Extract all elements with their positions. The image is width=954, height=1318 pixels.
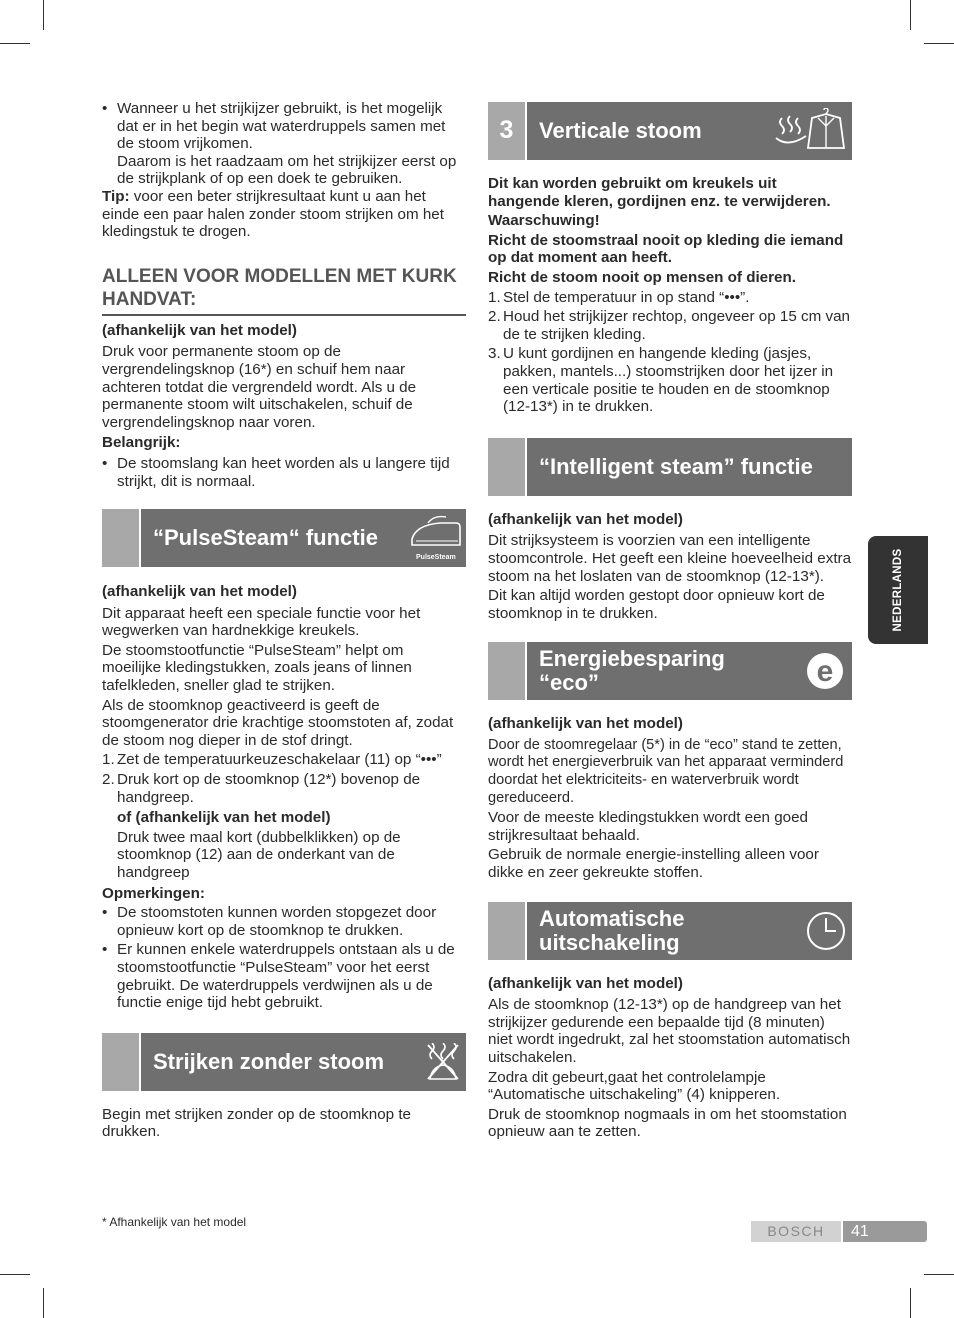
step-number: 3. <box>488 345 501 363</box>
auto-shutoff-p1: Als de stoomknop (12-13*) op de handgreep van het strijkijzer gedurende een bepaalde tijd (8 minuten) niet wordt ingedrukt, zal het stoomstation automatisch uitschakelen. <box>488 996 851 1066</box>
step-number: 1. <box>102 751 115 769</box>
page-number-box <box>843 1221 927 1242</box>
pulsesteam-icon-label: PulseSteam <box>416 554 456 562</box>
pulsesteam-title: “PulseSteam“ functie <box>153 525 378 551</box>
section-bar-body <box>527 902 852 960</box>
important-bullet: • De stoomslang kan heet worden als u langere tijd strijkt, dit is normaal. <box>102 455 466 490</box>
section-tab <box>488 902 525 960</box>
intro-continuation: Daarom is het raadzaam om het strijkijzer eerst op de strijkplank of op een doek te gebruiken. <box>117 152 457 188</box>
language-side-tab <box>868 536 928 644</box>
section-tab <box>488 642 525 700</box>
pulsesteam-p3: Als de stoomknop geactiveerd is geeft de stoomgenerator drie krachtige stoomstoten af, zodat de stoom nog dieper in de stof dringt. <box>102 696 454 749</box>
vertical-steam-garment-icon <box>772 108 846 154</box>
section-bar-body <box>527 102 852 160</box>
section-bar-body <box>527 438 852 496</box>
vertical-steam-bold-3: Richt de stoom nooit op mensen of dieren. <box>488 268 796 286</box>
tip-label: Tip: <box>102 187 130 205</box>
auto-shutoff-subheading: (afhankelijk van het model) <box>488 974 683 992</box>
vertical-steam-bold-2: Richt de stoomstraal nooit op kleding die iemand op dat moment aan heeft. <box>488 231 844 267</box>
tip-paragraph <box>102 188 466 241</box>
auto-shutoff-title-line-1: Automatische <box>539 905 685 931</box>
eco-title <box>539 647 725 695</box>
crop-mark <box>910 0 911 30</box>
no-steam-title: Strijken zonder stoom <box>153 1048 385 1074</box>
section-tab <box>488 438 525 496</box>
note-2: • Er kunnen enkele waterdruppels ontstaan als u de stoomstootfunctie “PulseSteam” voor het eerst gebruikt. De waterdruppels verdwijnen als u de functie enige tijd hebt gebruikt. <box>102 941 466 1011</box>
crop-mark <box>924 1274 954 1275</box>
eco-section-bar <box>488 642 852 700</box>
eco-p1: Door de stoomregelaar (5*) in de “eco” stand te zetten, wordt het energieverbruik van het apparaat verminderd doordat het elektriciteits- en waterverbruik wordt gereduceerd. <box>488 736 844 806</box>
step-text: Zet de temperatuurkeuzeschakelaar (11) op “•••” <box>117 751 442 769</box>
auto-shutoff-p2: Zodra dit gebeurt,gaat het controlelampje “Automatische uitschakeling” (4) knipperen. <box>488 1068 781 1104</box>
section-tab <box>102 509 139 567</box>
section-number: 3 <box>499 116 514 144</box>
pulsesteam-step-2-alt: Druk twee maal kort (dubbelklikken) op de stoomknop (12) aan de onderkant van de handgreep <box>117 828 401 881</box>
auto-shutoff-title-line-2: uitschakeling <box>539 929 680 955</box>
page-number: 41 <box>851 1223 869 1240</box>
section-tab <box>102 1033 139 1091</box>
eco-title-line-2: “eco” <box>539 670 599 696</box>
vertical-steam-step-1 <box>488 289 852 307</box>
warning-label: Waarschuwing! <box>488 212 600 230</box>
eco-p3: Gebruik de normale energie-instelling alleen voor dikke en zeer gekreukte stoffen. <box>488 846 819 882</box>
eco-p2: Voor de meeste kledingstukken wordt een goed strijkresultaat behaald. <box>488 809 808 844</box>
pulsesteam-step-2 <box>102 771 466 806</box>
eco-icon-letter: e <box>816 655 834 689</box>
step-text: Druk kort op de stoomknop (12*) bovenop de handgreep. <box>117 771 421 806</box>
pulsesteam-iron-icon <box>404 511 466 565</box>
clock-icon <box>806 911 846 951</box>
vertical-steam-bold-1: Dit kan worden gebruikt om kreukels uit hangende kleren, gordijnen enz. te verwijderen. <box>488 175 831 210</box>
step-text: Stel de temperatuur in op stand “•••”. <box>503 288 750 306</box>
vertical-steam-title: Verticale stoom <box>539 118 702 143</box>
section-bar-body <box>527 642 852 700</box>
left-column <box>102 100 466 1141</box>
auto-shutoff-p3: Druk de stoomknop nogmaals in om het stoomstation opnieuw aan te zetten. <box>488 1105 847 1141</box>
crop-mark <box>0 43 30 44</box>
vertical-steam-section-bar <box>488 102 852 160</box>
step-number: 2. <box>488 308 501 326</box>
cork-subheading: (afhankelijk van het model) <box>102 321 297 339</box>
pulsesteam-section-bar <box>102 509 466 567</box>
crop-mark <box>910 1288 911 1318</box>
vertical-steam-step-3 <box>488 345 852 415</box>
right-column <box>488 102 852 1141</box>
intelligent-steam-subheading: (afhankelijk van het model) <box>488 510 683 528</box>
tip-text: voor een beter strijkresultaat kunt u aan het einde een paar halen zonder stoom strijken om het kledingstuk te drogen. <box>102 187 444 241</box>
intro-bullet: • Wanneer u het strijkijzer gebruikt, is het mogelijk dat er in het begin wat waterdruppels samen met de stoom vrijkomen. <box>102 100 466 153</box>
auto-shutoff-title <box>539 907 684 955</box>
crop-mark <box>43 0 44 30</box>
auto-shutoff-section-bar <box>488 902 852 960</box>
crop-mark <box>0 1274 30 1275</box>
important-label: Belangrijk: <box>102 434 181 452</box>
footnote: * Afhankelijk van het model <box>102 1215 247 1229</box>
pulsesteam-p2: De stoomstootfunctie “PulseSteam” helpt om moeilijke kledingstukken, zoals jeans of linnen tafelkleden, sneller glad te strijken. <box>102 641 412 695</box>
step-text: U kunt gordijnen en hangende kleding (jasjes, pakken, mantels...) stoomstrijken door het ijzer in een verticale positie te houden en de stoomknop (12-13*) in te drukken. <box>503 345 834 416</box>
eco-icon <box>806 652 844 690</box>
section-number-tab <box>488 102 525 160</box>
no-steam-icon <box>426 1043 460 1081</box>
eco-subheading: (afhankelijk van het model) <box>488 715 683 733</box>
vertical-steam-step-2 <box>488 308 852 343</box>
notes-label: Opmerkingen: <box>102 884 205 902</box>
pulsesteam-step-2-or: of (afhankelijk van het model) <box>117 809 331 827</box>
intelligent-steam-p2: Dit kan altijd worden gestopt door opnieuw kort de stoomknop in te drukken. <box>488 587 825 622</box>
no-steam-text: Begin met strijken zonder op de stoomknop te drukken. <box>102 1105 411 1141</box>
language-label: NEDERLANDS <box>892 548 904 632</box>
cork-text: Druk voor permanente stoom op de vergrendelingsknop (16*) en schuif hem naar achteren totdat die vergrendeld wordt. Als u de permanente stoom wilt uitschakelen, schuif de vergrendelingsknop naar voren. <box>102 343 417 431</box>
step-number: 1. <box>488 288 501 306</box>
pulsesteam-step-1 <box>102 751 466 769</box>
eco-title-line-1: Energiebesparing <box>539 646 725 672</box>
cork-handle-heading: ALLEEN VOOR MODELLEN MET KURK HANDVAT: <box>102 265 466 316</box>
intelligent-steam-title: “Intelligent steam” functie <box>539 453 813 479</box>
pulsesteam-subheading: (afhankelijk van het model) <box>102 583 297 601</box>
step-text: Houd het strijkijzer rechtop, ongeveer op 15 cm van de te strijken kleding. <box>503 308 850 343</box>
note-1: • De stoomstoten kunnen worden stopgezet door opnieuw kort op de stoomknop te drukken. <box>102 904 466 939</box>
brand-label: BOSCH <box>751 1221 841 1242</box>
crop-mark <box>924 43 954 44</box>
intelligent-steam-section-bar <box>488 438 852 496</box>
crop-mark <box>43 1288 44 1318</box>
pulsesteam-p1: Dit apparaat heeft een speciale functie voor het wegwerken van hardnekkige kreukels. <box>102 604 421 640</box>
section-bar-body <box>141 509 466 567</box>
no-steam-section-bar <box>102 1033 466 1091</box>
section-bar-body <box>141 1033 466 1091</box>
intelligent-steam-p1: Dit strijksysteem is voorzien van een intelligente stoomcontrole. Het geeft een kleine hoeveelheid extra stoom na het loslaten van de stoomknop (12-13*). <box>488 532 852 585</box>
step-number: 2. <box>102 771 115 789</box>
